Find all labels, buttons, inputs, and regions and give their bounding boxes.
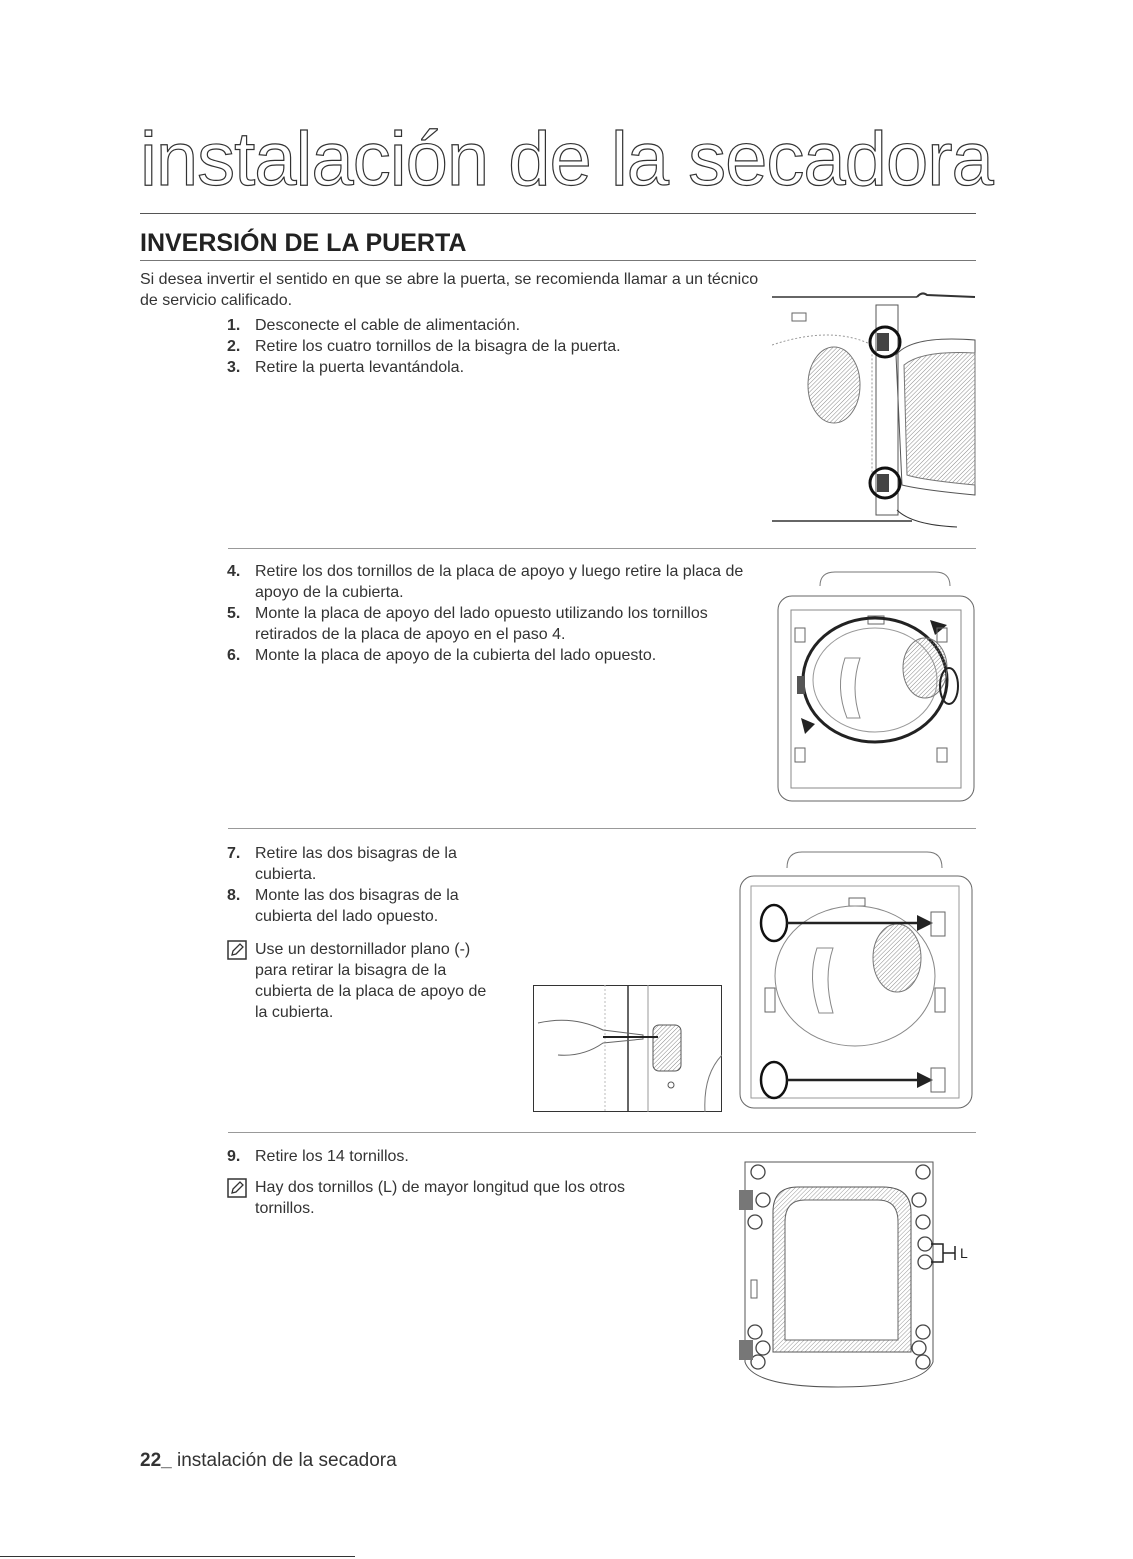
step-text: Retire las dos bisagras de la cubierta. — [255, 845, 457, 883]
footer-text: instalación de la secadora — [176, 1450, 397, 1471]
step-text: Monte la placa de apoyo de la cubierta del lado opuesto. — [255, 647, 657, 664]
step-text: Monte las dos bisagras de la cubierta del lado opuesto. — [255, 887, 459, 925]
step-item — [227, 1146, 667, 1167]
note-pencil-icon — [227, 940, 247, 960]
steps-list-2 — [227, 561, 767, 666]
step-item — [227, 357, 747, 378]
step-number: 5. — [227, 605, 241, 622]
note-long-screws — [227, 1177, 677, 1219]
step-number: 3. — [227, 359, 241, 376]
step-text: Retire los cuatro tornillos de la bisagra de la puerta. — [255, 338, 621, 355]
steps-list-1 — [227, 315, 747, 378]
intro-paragraph: Si desea invertir el sentido en que se abre la puerta, se recomienda llamar a un técnico de servicio calificado. — [140, 271, 759, 309]
step-item — [227, 885, 497, 927]
figure-cover-hinges — [737, 848, 975, 1113]
step-number: 2. — [227, 338, 241, 355]
bottom-rule — [0, 1556, 355, 1557]
step-text: Retire los 14 tornillos. — [255, 1148, 409, 1165]
note-pencil-icon — [227, 1178, 247, 1198]
step-text: Desconecte el cable de alimentación. — [255, 317, 521, 334]
figure-door-screws — [733, 1152, 978, 1392]
step-item — [227, 561, 767, 603]
note-text: Use un destornillador plano (-) para retirar la bisagra de la cubierta de la placa de apoyo de la cubierta. — [255, 941, 487, 1021]
step-text: Retire los dos tornillos de la placa de apoyo y luego retire la placa de apoyo de la cubierta. — [255, 563, 744, 601]
figure-door-hinges — [772, 285, 977, 530]
step-item — [227, 315, 747, 336]
section-divider-line — [228, 828, 976, 829]
note-screwdriver — [227, 939, 502, 1023]
step-item — [227, 336, 747, 357]
step-number: 9. — [227, 1148, 241, 1165]
title-divider — [140, 213, 976, 214]
step-item — [227, 603, 767, 645]
step-item — [227, 645, 767, 666]
figure-screwdriver-detail — [533, 985, 722, 1112]
step-number: 1. — [227, 317, 241, 334]
screw-label-L: L — [960, 1245, 968, 1261]
step-text: Monte la placa de apoyo del lado opuesto utilizando los tornillos retirados de la placa de apoyo en el paso 4. — [255, 605, 708, 643]
section-divider — [140, 260, 976, 261]
page-footer — [140, 1450, 397, 1472]
section-heading: INVERSIÓN DE LA PUERTA — [140, 229, 467, 257]
page-number: 22_ — [140, 1450, 172, 1471]
step-number: 4. — [227, 563, 241, 580]
step-number: 7. — [227, 845, 241, 862]
figure-backing-plate — [775, 568, 977, 806]
steps-list-3 — [227, 843, 497, 927]
step-number: 6. — [227, 647, 241, 664]
steps-list-4 — [227, 1146, 667, 1167]
note-text: Hay dos tornillos (L) de mayor longitud que los otros tornillos. — [255, 1179, 625, 1217]
section-divider-line — [228, 548, 976, 549]
step-item — [227, 843, 497, 885]
section-divider-line — [228, 1132, 976, 1133]
step-number: 8. — [227, 887, 241, 904]
step-text: Retire la puerta levantándola. — [255, 359, 465, 376]
page-title: instalación de la secadora — [140, 117, 993, 202]
